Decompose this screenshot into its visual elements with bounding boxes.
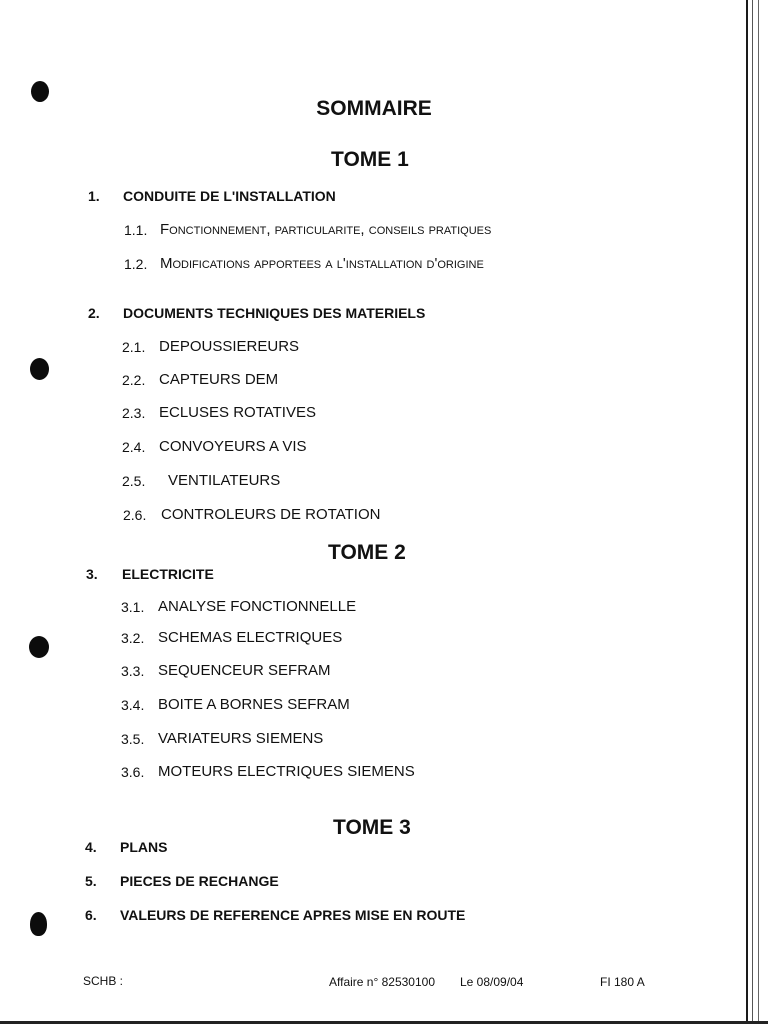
section-6-title: VALEURS DE REFERENCE APRES MISE EN ROUTE [120,907,466,923]
section-4-title: PLANS [120,839,168,855]
item-3-5-number: 3.5. [121,731,145,747]
section-5-number: 5. [85,873,97,889]
punch-hole-3 [29,636,49,658]
item-3-6-number: 3.6. [121,764,145,780]
footer-affaire: Affaire n° 82530100 [329,975,435,989]
item-3-6-label: MOTEURS ELECTRIQUES SIEMENS [158,763,415,780]
item-3-4-label: BOITE A BORNES SEFRAM [158,696,350,713]
item-2-5-number: 2.5. [122,473,146,489]
item-3-2-number: 3.2. [121,630,145,646]
page-title: SOMMAIRE [316,97,432,120]
item-1-1-label: Fonctionnement, particularite, conseils pratiques [160,221,492,238]
footer-date: Le 08/09/04 [460,975,524,989]
section-4-number: 4. [85,839,97,855]
item-2-2-number: 2.2. [122,372,146,388]
item-2-3-label: ECLUSES ROTATIVES [159,404,316,421]
punch-hole-4 [30,912,47,936]
tome-3-heading: TOME 3 [333,816,411,839]
footer-ref: FI 180 A [600,975,645,989]
tome-1-heading: TOME 1 [331,148,409,171]
section-3-title: ELECTRICITE [122,566,214,582]
item-3-1-label: ANALYSE FONCTIONNELLE [158,598,357,615]
item-3-3-label: SEQUENCEUR SEFRAM [158,662,331,679]
section-1-title: CONDUITE DE L'INSTALLATION [123,188,336,204]
footer-left: SCHB : [83,974,124,988]
section-1-number: 1. [88,188,100,204]
section-3-number: 3. [86,566,98,582]
item-2-5-label: VENTILATEURS [168,472,281,489]
section-5-title: PIECES DE RECHANGE [120,873,279,889]
section-6-number: 6. [85,907,97,923]
item-3-3-number: 3.3. [121,663,145,679]
punch-hole-2 [30,358,49,380]
tome-2-heading: TOME 2 [328,541,406,564]
item-2-1-label: DEPOUSSIEREURS [159,338,300,355]
item-3-4-number: 3.4. [121,697,145,713]
item-2-6-label: CONTROLEURS DE ROTATION [161,506,381,523]
item-1-1-number: 1.1. [124,222,148,238]
item-3-1-number: 3.1. [121,599,145,615]
item-2-1-number: 2.1. [122,339,146,355]
page-edge-line-1 [746,0,748,1024]
item-2-4-label: CONVOYEURS A VIS [159,438,307,455]
item-2-4-number: 2.4. [122,439,146,455]
item-1-2-label: Modifications apportees a l'installation d'origine [160,255,484,272]
page-edge-line-3 [758,0,759,1024]
item-3-2-label: SCHEMAS ELECTRIQUES [158,629,343,646]
page-edge-line-2 [752,0,753,1024]
item-1-2-number: 1.2. [124,256,148,272]
item-3-5-label: VARIATEURS SIEMENS [158,730,324,747]
section-2-title: DOCUMENTS TECHNIQUES DES MATERIELS [123,305,426,321]
item-2-6-number: 2.6. [123,507,147,523]
item-2-2-label: CAPTEURS DEM [159,371,279,388]
item-2-3-number: 2.3. [122,405,146,421]
section-2-number: 2. [88,305,100,321]
